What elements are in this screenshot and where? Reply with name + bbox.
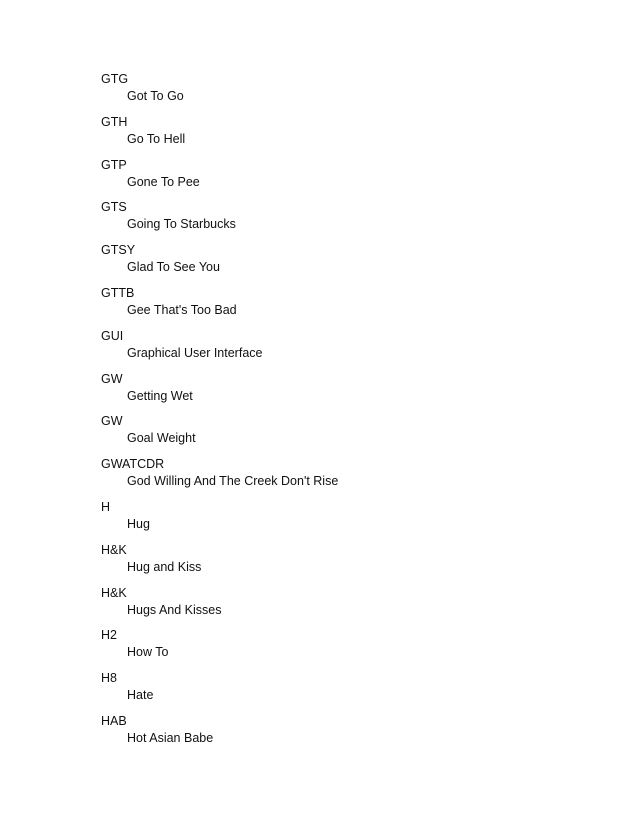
glossary-term: GTG (101, 72, 129, 86)
glossary-term: H&K (101, 585, 127, 600)
glossary-entry (101, 413, 581, 456)
glossary-term: HAB (101, 713, 127, 728)
glossary-entry (101, 713, 581, 756)
glossary-definition: Got To Go (127, 89, 184, 103)
glossary-definition: Goal Weight (127, 431, 196, 446)
glossary-entry (101, 157, 581, 200)
glossary-list (101, 71, 581, 756)
glossary-definition: Gone To Pee (127, 174, 200, 189)
glossary-entry (101, 627, 581, 670)
glossary-definition: Gee That's Too Bad (127, 302, 237, 317)
glossary-definition: Hot Asian Babe (127, 730, 214, 745)
glossary-definition: Graphical User Interface (127, 345, 263, 360)
glossary-entry (101, 242, 581, 285)
glossary-definition: Getting Wet (127, 388, 193, 403)
glossary-term: H8 (101, 671, 117, 686)
glossary-entry (101, 456, 581, 499)
glossary-entry (101, 585, 581, 628)
glossary-entry (101, 71, 581, 114)
glossary-entry (101, 371, 581, 414)
glossary-entry (101, 499, 581, 542)
glossary-definition: Hate (127, 688, 154, 703)
glossary-term: GTS (101, 200, 127, 215)
glossary-term: H (101, 499, 111, 514)
glossary-term: GW (101, 414, 123, 429)
glossary-term: GW (101, 371, 123, 386)
glossary-definition: Hug (127, 516, 150, 531)
glossary-term: H&K (101, 542, 127, 557)
glossary-term: GTSY (101, 243, 136, 258)
glossary-entry (101, 285, 581, 328)
glossary-definition: Going To Starbucks (127, 217, 236, 232)
glossary-entry (101, 542, 581, 585)
glossary-term: GTP (101, 157, 127, 172)
glossary-definition: Hugs And Kisses (127, 602, 222, 617)
glossary-entry (101, 199, 581, 242)
glossary-term: GUI (101, 328, 124, 343)
glossary-entry (101, 670, 581, 713)
glossary-term: H2 (101, 628, 117, 643)
glossary-entry (101, 328, 581, 371)
glossary-definition: Hug and Kiss (127, 559, 202, 574)
glossary-term: GWATCDR (101, 457, 165, 472)
glossary-term: GTTB (101, 285, 135, 300)
glossary-definition: Go To Hell (127, 131, 186, 146)
glossary-definition: How To (127, 645, 169, 660)
glossary-definition: God Willing And The Creek Don't Rise (127, 474, 339, 489)
glossary-definition: Glad To See You (127, 260, 220, 275)
glossary-entry (101, 114, 581, 157)
glossary-term: GTH (101, 114, 128, 129)
